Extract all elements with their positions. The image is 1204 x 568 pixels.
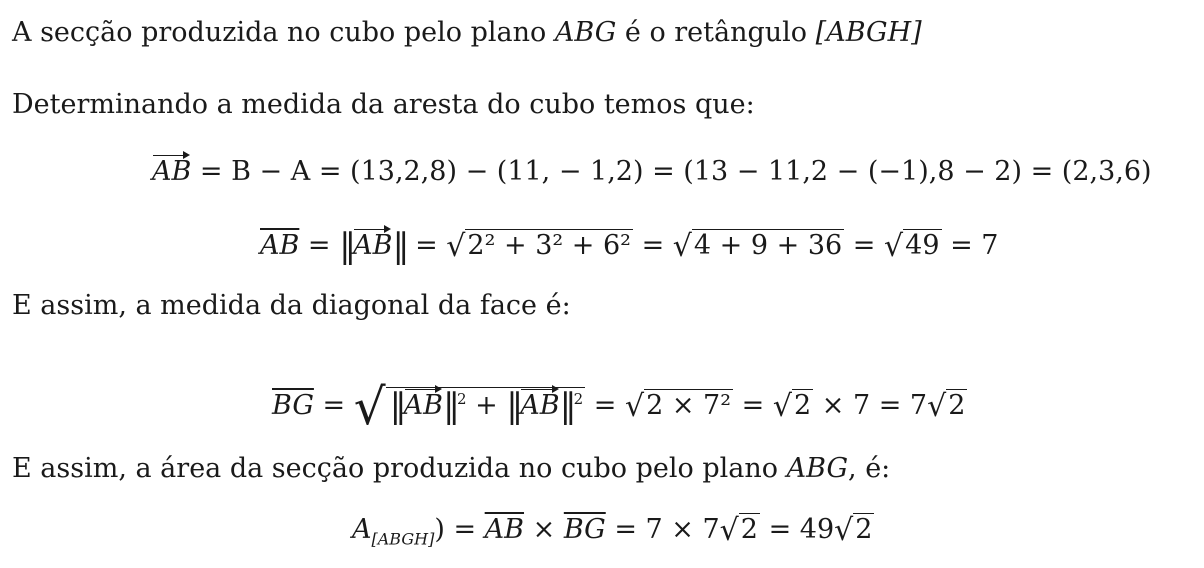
equals: =: [406, 230, 447, 261]
times: ×: [524, 514, 564, 545]
norm-close: ‖: [392, 226, 407, 266]
paragraph-diagonal-intro: [12, 292, 571, 319]
equation-section-area: [352, 514, 874, 547]
radical: √2: [927, 389, 966, 424]
segment-bg: $\overline{BG}$: [563, 514, 606, 545]
text: Determinando a medida da aresta do cubo temos que:: [12, 89, 755, 120]
radicand: 49: [905, 230, 940, 261]
radicand: 4 + 9 + 36: [693, 230, 843, 261]
paragraph-area-intro: [12, 455, 890, 482]
equals: =: [633, 230, 673, 261]
rectangle-label: [ABGH]: [815, 17, 922, 48]
equation-edge-length: [260, 226, 999, 266]
plane-label: ABG: [554, 17, 617, 48]
norm-open: ‖: [339, 226, 354, 266]
segment-bg: $\overline{BG}$: [272, 390, 314, 421]
paragraph-section-statement: [12, 19, 922, 46]
segment-ab: $\overline{AB}$: [260, 230, 300, 261]
radical-large: √ ‖AB‖$^2$ + ‖AB‖$^2$: [353, 378, 584, 436]
radical: √4 + 9 + 36: [672, 229, 843, 264]
equals: =: [313, 390, 354, 421]
equals: =: [733, 390, 773, 421]
radicand: 2: [948, 390, 966, 421]
segment-ab: $\overline{AB}$: [484, 514, 525, 545]
equation-vector-ab: [152, 158, 1152, 185]
radicand: 2: [855, 514, 873, 545]
area-symbol: A: [352, 514, 372, 545]
vector-ab: AB: [520, 390, 560, 421]
paragraph-edge-intro: [12, 91, 755, 118]
result: = 49: [759, 514, 835, 545]
vector-ab: AB: [403, 390, 443, 421]
vector-ab: AB: [152, 156, 192, 187]
radical: √2: [719, 513, 758, 548]
radicand: 2: [740, 514, 758, 545]
equals: =: [299, 230, 340, 261]
plane-label: ABG: [786, 453, 849, 484]
equation-face-diagonal: [272, 372, 967, 436]
text: A secção produzida no cubo pelo plano: [12, 17, 555, 48]
product: × 7 = 7: [813, 390, 928, 421]
vector-ab: AB: [353, 230, 393, 261]
text: E assim, a medida da diagonal da face é:: [12, 290, 571, 321]
area-subscript: [ABGH]: [371, 529, 435, 549]
radical: √49: [884, 229, 940, 264]
radicand: 2 × 7²: [646, 390, 732, 421]
radicand: ‖AB‖$^2$ + ‖AB‖$^2$: [386, 387, 586, 421]
text: , é:: [848, 453, 891, 484]
paren: ): [434, 514, 445, 545]
product: = 7 × 7: [605, 514, 720, 545]
result: = 7: [941, 230, 999, 261]
equation-rhs: = B − A = (13,2,8) − (11, − 1,2) = (13 − 11,2 − (−1),8 − 2) = (2,3,6): [191, 156, 1152, 187]
radical: √2: [834, 513, 873, 548]
plus: +: [466, 390, 507, 421]
text: é o retângulo: [616, 17, 816, 48]
exponent: 2: [573, 390, 584, 408]
radicand: 2² + 3² + 6²: [467, 230, 631, 261]
radical: √2: [772, 389, 812, 424]
equals: =: [585, 390, 625, 421]
radical: √2² + 3² + 6²: [446, 229, 631, 264]
exponent: 2: [456, 390, 467, 408]
radicand: 2: [793, 390, 812, 421]
equals: =: [444, 514, 485, 545]
equals: =: [844, 230, 885, 261]
radical: √2 × 7²: [624, 389, 732, 424]
text: E assim, a área da secção produzida no cubo pelo plano: [12, 453, 787, 484]
